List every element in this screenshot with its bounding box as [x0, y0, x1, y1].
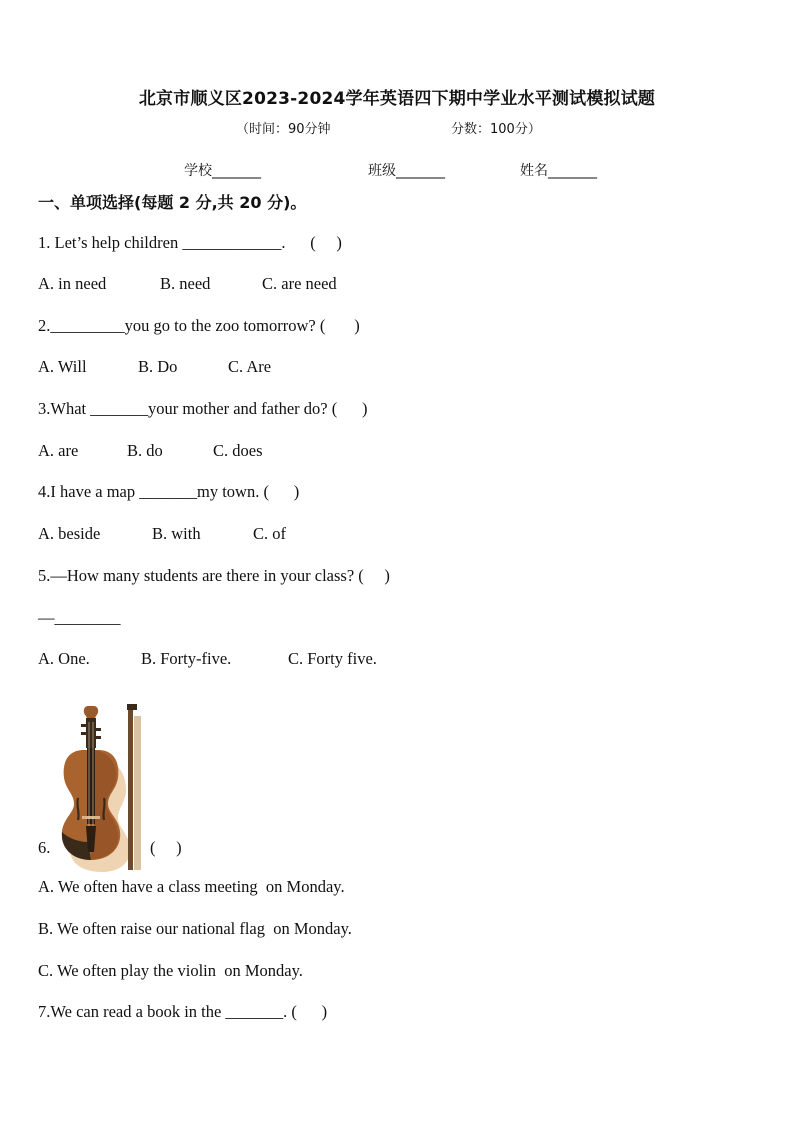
question-2-stem: 2._________you go to the zoo tomorrow? ( )	[38, 316, 360, 335]
question-3-option-c: C. does	[213, 441, 263, 460]
section-heading: 一、单项选择(每题 2 分,共 20 分)。	[38, 193, 307, 212]
question-6-number: 6.	[38, 838, 51, 857]
violin-image	[50, 684, 142, 856]
question-6-answer-paren: ( )	[150, 838, 182, 857]
question-5-option-b: B. Forty-five.	[141, 649, 232, 668]
question-7-stem: 7.We can read a book in the _______. ( )	[38, 1002, 328, 1021]
question-3-option-b: B. do	[127, 441, 163, 460]
exam-time: （时间：90分钟	[236, 122, 331, 137]
question-6-option-b: B. We often raise our national flag on Monday.	[38, 919, 352, 938]
question-5-option-c: C. Forty five.	[288, 649, 377, 668]
class-field: 班级_______	[368, 163, 445, 179]
question-5-answer-line: —________	[38, 608, 121, 627]
question-2-option-a: A. Will	[38, 357, 87, 376]
page-title: 北京市顺义区2023-2024学年英语四下期中学业水平测试模拟试题	[138, 89, 656, 109]
question-4-option-a: A. beside	[38, 524, 101, 543]
question-5-stem: 5.—How many students are there in your class? ( )	[38, 566, 390, 585]
question-4-option-b: B. with	[152, 524, 201, 543]
exam-score: 分数：100分）	[451, 122, 541, 137]
question-1-option-c: C. are need	[262, 274, 337, 293]
question-2-option-b: B. Do	[138, 357, 178, 376]
question-1-option-a: A. in need	[38, 274, 107, 293]
question-1-stem: 1. Let’s help children ____________. ( )	[38, 233, 342, 252]
question-3-stem: 3.What _______your mother and father do? ( )	[38, 399, 368, 418]
name-field: 姓名_______	[520, 163, 597, 179]
question-6-option-c: C. We often play the violin on Monday.	[38, 961, 303, 980]
question-2-option-c: C. Are	[228, 357, 272, 376]
question-6-option-a: A. We often have a class meeting on Monday.	[38, 877, 345, 896]
question-5-option-a: A. One.	[38, 649, 90, 668]
school-field: 学校_______	[184, 163, 261, 179]
question-4-stem: 4.I have a map _______my town. ( )	[38, 482, 300, 501]
question-1-option-b: B. need	[160, 274, 211, 293]
question-4-option-c: C. of	[253, 524, 286, 543]
question-3-option-a: A. are	[38, 441, 79, 460]
